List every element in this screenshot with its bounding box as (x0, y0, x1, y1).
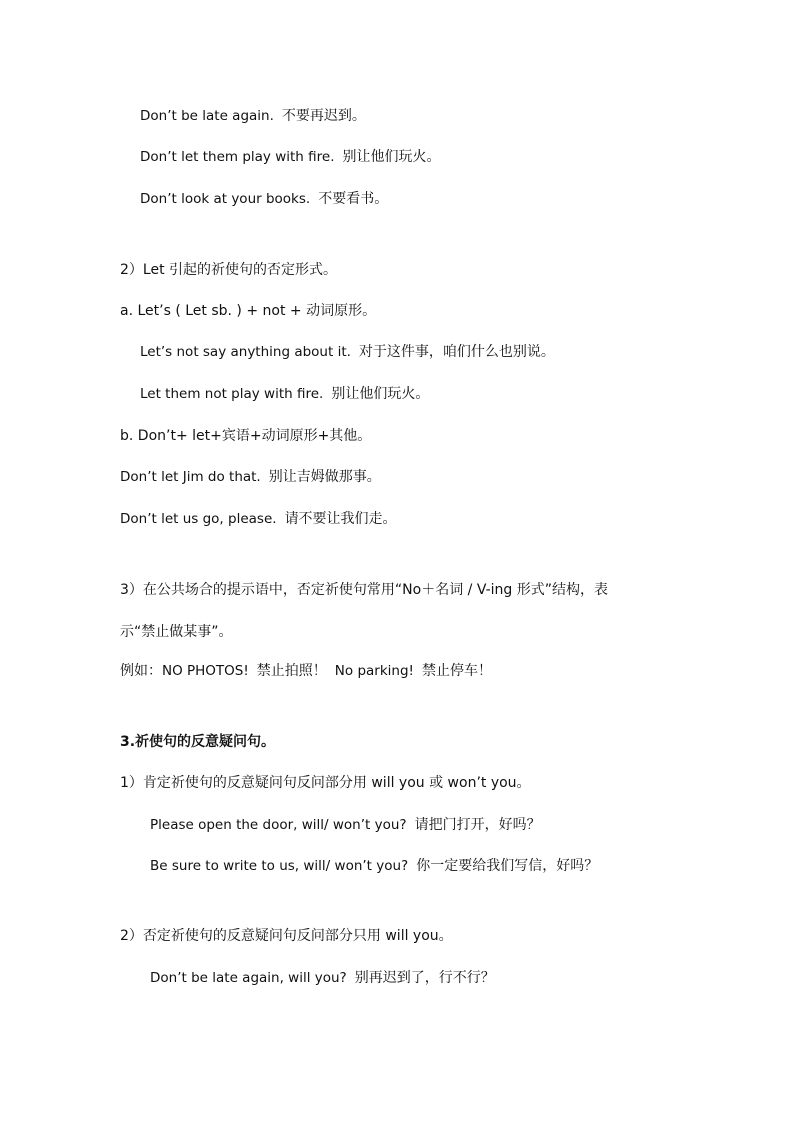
sub-heading: 1）肯定祈使句的反意疑问句反问部分用 will you 或 won’t you。 (120, 775, 531, 791)
example-line (120, 468, 381, 486)
example-line (150, 816, 541, 834)
paragraph-line: 示“禁止做某事”。 (120, 624, 233, 640)
example-english: Let them not play with fire. (140, 386, 324, 402)
section-heading: 3.祈使句的反意疑问句。 (120, 734, 276, 750)
example-chinese: 不要再迟到。 (281, 108, 366, 124)
example-line (150, 857, 598, 875)
example-english: Don’t let them play with fire. (140, 149, 335, 165)
sub-heading: 2）否定祈使句的反意疑问句反问部分只用 will you。 (120, 928, 453, 944)
example-line (120, 662, 492, 680)
example-line (140, 107, 366, 125)
example-english: NO PHOTOS! (162, 663, 249, 679)
example-english: Don’t let us go, please. (120, 511, 277, 527)
example-english: Let’s not say anything about it. (140, 344, 351, 360)
example-chinese: 别让他们玩火。 (331, 386, 430, 402)
example-line (140, 190, 388, 208)
example-english: No parking! (334, 663, 414, 679)
example-english: Don’t let Jim do that. (120, 469, 261, 485)
example-english: Don’t look at your books. (140, 191, 311, 207)
example-chinese: 别让吉姆做那事。 (268, 469, 381, 485)
section-heading: 2）Let 引起的祈使句的否定形式。 (120, 262, 338, 278)
example-english: Be sure to write to us, will/ won’t you? (150, 858, 409, 874)
paragraph-line: 3）在公共场合的提示语中，否定祈使句常用“No＋名词 / V-ing 形式”结构，表 (120, 582, 608, 598)
rule-b: b. Don’t+ let+宾语+动词原形+其他。 (120, 428, 372, 444)
example-prefix: 例如： (120, 663, 162, 679)
rule-a: a. Let’s ( Let sb. ) + not + 动词原形。 (120, 303, 377, 319)
example-line (140, 343, 555, 361)
example-chinese: 禁止停车！ (421, 663, 492, 679)
example-chinese: 别让他们玩火。 (342, 149, 441, 165)
example-chinese: 请把门打开，好吗？ (414, 817, 541, 833)
example-english: Please open the door, will/ won’t you? (150, 817, 407, 833)
example-line (120, 510, 397, 528)
example-chinese: 不要看书。 (318, 191, 389, 207)
example-chinese: 别再迟到了，行不行？ (354, 970, 495, 986)
example-chinese: 对于这件事，咱们什么也别说。 (358, 344, 555, 360)
example-line (140, 385, 429, 403)
example-chinese: 请不要让我们走。 (284, 511, 397, 527)
example-line (140, 148, 440, 166)
example-english: Don’t be late again, will you? (150, 970, 347, 986)
example-english: Don’t be late again. (140, 108, 274, 124)
example-line (150, 969, 495, 987)
example-chinese: 禁止拍照！ (256, 663, 327, 679)
example-chinese: 你一定要给我们写信，好吗？ (416, 858, 599, 874)
